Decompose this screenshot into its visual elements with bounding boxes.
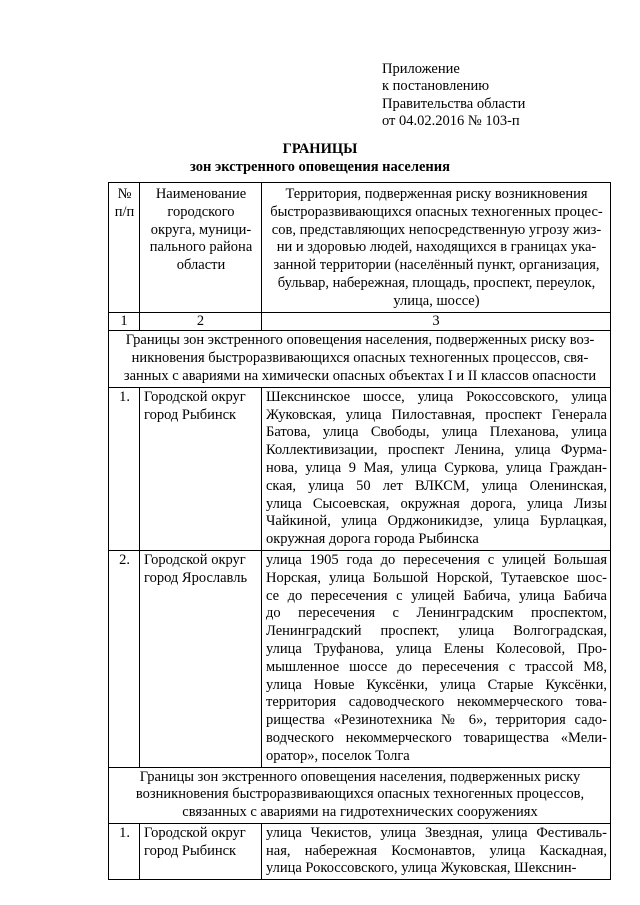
text-line: территория садоводческого некоммерческого това- <box>266 694 607 711</box>
text-line: оратор», поселок Толга <box>266 747 410 764</box>
subtitle-line: зон экстренного оповещения населения <box>190 158 450 175</box>
row-district <box>140 550 262 767</box>
boundaries-table <box>108 182 611 880</box>
section-row <box>109 767 611 823</box>
text-line: нова, улица 9 Мая, улица Суркова, улица Граждан- <box>266 459 607 476</box>
row-number: 2. <box>109 550 140 767</box>
text-line: окружная дорога города Рыбинска <box>266 531 479 548</box>
text-line: се до пересечения с улицей Бабича, улица Бабича <box>266 587 607 604</box>
row-district <box>140 387 262 550</box>
text-line: занной территории (населённый пункт, организация, <box>273 257 600 274</box>
text-line: городского <box>167 203 235 220</box>
appendix-line: от 04.02.2016 № 103-п <box>382 112 520 129</box>
text-line: области <box>176 257 226 274</box>
header-row <box>109 183 611 313</box>
column-number: 3 <box>262 312 611 331</box>
section-heading <box>109 767 611 823</box>
header-cell-number <box>109 183 140 313</box>
text-line: Городской округ <box>144 388 246 405</box>
text-line: Территория, подверженная риску возникновения <box>285 186 588 202</box>
text-line: Границы зон экстренного оповещения населения, подверженных риску <box>139 768 581 785</box>
text-line: улица 1905 года до пересечения с улицей Большая <box>266 551 607 568</box>
text-line: никновения быстроразвивающихся опасных техногенных процессов, свя- <box>131 350 589 367</box>
column-number-row <box>109 312 611 331</box>
text-line: Ленинградский проспект, улица Волгоградская, <box>266 623 607 640</box>
text-line: мышленное шоссе до пересечения с трассой М8, <box>266 658 607 675</box>
appendix-block <box>382 61 525 130</box>
section-row <box>109 331 611 387</box>
text-line: возникновения быстроразвивающихся опасных техногенных процессов, <box>135 786 585 803</box>
title-line: ГРАНИЦЫ <box>282 141 358 157</box>
text-line: улица Чекистов, улица Звездная, улица Фестиваль- <box>266 824 607 841</box>
text-line: пального района <box>149 239 253 256</box>
row-territory <box>262 550 611 767</box>
text-line: Границы зон экстренного оповещения населения, подверженных риску воз- <box>125 332 595 349</box>
text-line: город Ярославль <box>144 569 248 586</box>
table-row <box>109 550 611 767</box>
document-title <box>0 141 640 176</box>
table-row <box>109 387 611 550</box>
text-line: Батова, улица Свободы, улица Плеханова, улица <box>266 424 607 441</box>
header-cell-territory <box>262 183 611 313</box>
column-number: 1 <box>109 312 140 331</box>
text-line: Коллективизации, проспект Ленина, улица Фурма- <box>266 442 607 459</box>
section-heading <box>109 331 611 387</box>
text-line: занных с авариями на химически опасных объектах I и II классов опасности <box>123 367 597 384</box>
text-line: улица Рокоссовского, улица Жуковская, Шекснин- <box>266 860 577 877</box>
appendix-line: Приложение <box>382 61 460 77</box>
text-line: улица Труфанова, улица Елены Колесовой, Про- <box>266 640 607 657</box>
text-line: Городской округ <box>144 824 246 841</box>
text-line: п/п <box>114 203 135 220</box>
appendix-line: к постановлению <box>382 78 490 95</box>
row-territory <box>262 387 611 550</box>
row-number: 1. <box>109 387 140 550</box>
text-line: быстроразвивающихся опасных техногенных процес- <box>270 203 603 220</box>
text-line: улица Сысоевская, окружная дорога, улица Лизы <box>266 495 607 512</box>
text-line: ни и здоровью людей, находящихся в границах ука- <box>276 239 597 256</box>
text-line: ская, улица 50 лет ВЛКСМ, улица Оленинская, <box>266 477 607 494</box>
text-line: связанных с авариями на гидротехнических сооружениях <box>182 804 538 821</box>
appendix-line: Правительства области <box>382 95 526 112</box>
text-line: рищества «Резинотехника № 6», территория садо- <box>266 712 607 729</box>
header-cell-name <box>140 183 262 313</box>
row-territory <box>262 823 611 879</box>
table-row <box>109 823 611 879</box>
text-line: Городской округ <box>144 551 246 568</box>
text-line: Чайкиной, улица Орджоникидзе, улица Бурлацкая, <box>266 513 607 530</box>
text-line: ная, набережная Космонавтов, улица Каскадная, <box>266 842 607 859</box>
text-line: Шекснинское шоссе, улица Рокоссовского, улица <box>266 388 607 405</box>
text-line: Норская, улица Большой Норской, Тутаевское шос- <box>266 569 607 586</box>
row-number: 1. <box>109 823 140 879</box>
text-line: бульвар, набережная, площадь, проспект, переулок, <box>277 274 596 291</box>
text-line: город Рыбинск <box>144 406 237 423</box>
text-line: округа, муници- <box>150 221 252 238</box>
text-line: до пересечения с Ленинградским проспектом, <box>266 605 607 622</box>
text-line: улица, шоссе) <box>393 292 480 309</box>
text-line: Жуковская, улица Пилоставная, проспект Генерала <box>266 406 607 423</box>
text-line: № <box>117 186 132 202</box>
text-line: Наименование <box>155 186 247 202</box>
text-line: улица Новые Куксёнки, улица Старые Куксёнки, <box>266 676 607 693</box>
text-line: город Рыбинск <box>144 842 237 859</box>
row-district <box>140 823 262 879</box>
text-line: водческого некоммерческого товарищества «Мели- <box>266 729 607 746</box>
text-line: сов, представляющих непосредственную угрозу жиз- <box>271 221 602 238</box>
column-number: 2 <box>140 312 262 331</box>
